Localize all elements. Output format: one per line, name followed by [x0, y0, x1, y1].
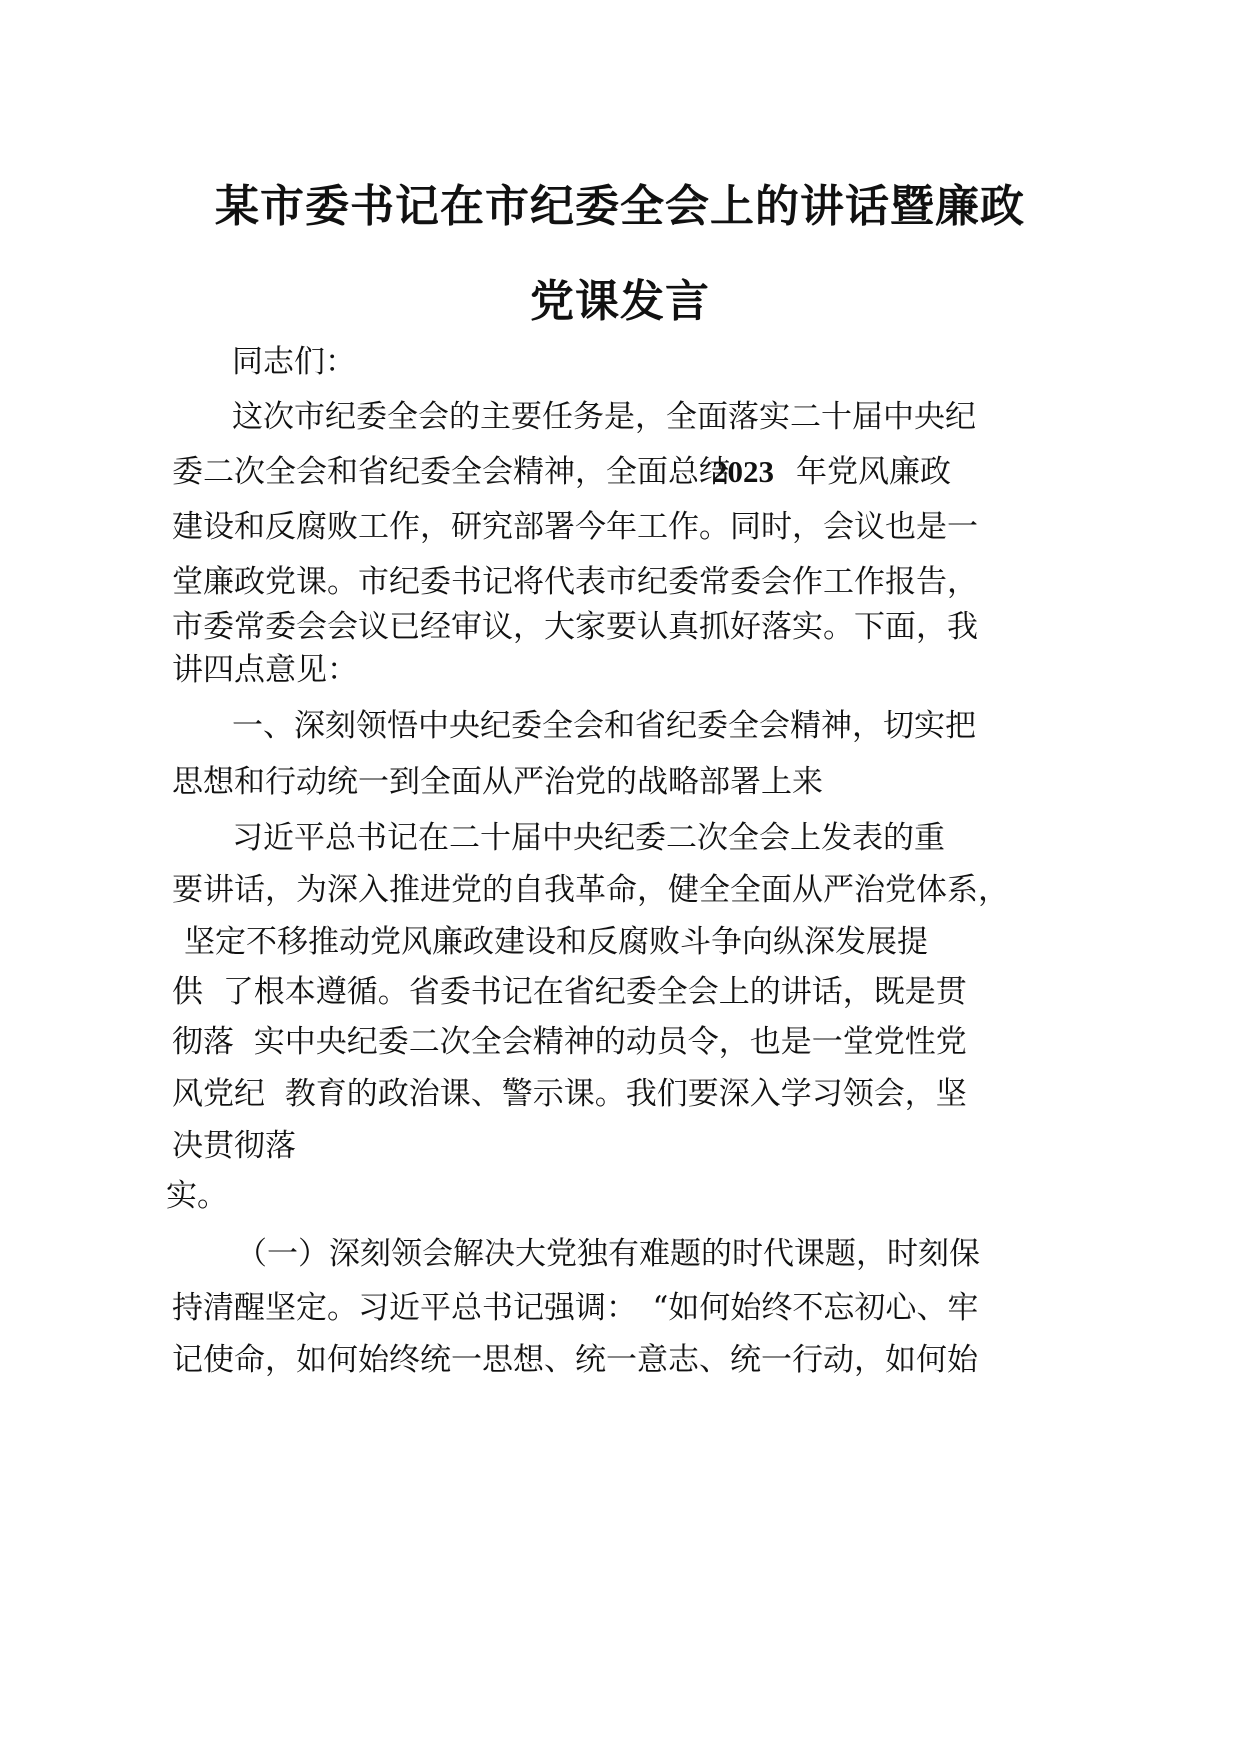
body-line: 建设和反腐败工作，研究部署今年工作。同时，会议也是一: [172, 509, 978, 545]
body-line: 这次市纪委全会的主要任务是，全面落实二十届中央纪: [232, 399, 976, 435]
year-number: 2023: [712, 454, 774, 489]
salutation: 同志们：: [232, 344, 356, 380]
body-line: 委二次全会和省纪委全会精神，全面总结: [172, 454, 730, 490]
section-heading-line: 思想和行动统一到全面从严治党的战略部署上来: [172, 764, 823, 800]
body-line: 坚定不移推动党风廉政建设和反腐败斗争向纵深发展提: [184, 924, 928, 960]
document-title-line-2: 党课发言: [530, 276, 710, 327]
body-line: 市委常委会会议已经审议，大家要认真抓好落实。下面，我: [172, 609, 978, 645]
body-line: 讲四点意见：: [172, 652, 358, 688]
body-line: 堂廉政党课。市纪委书记将代表市纪委常委会作工作报告，: [172, 564, 978, 600]
body-line: 年党风廉政: [796, 454, 951, 490]
body-line: 要讲话，为深入推进党的自我革命，健全全面从严治党体系，: [172, 872, 1009, 908]
body-line: 供 了根本遵循。省委书记在省纪委全会上的讲话，既是贯: [172, 974, 967, 1010]
body-line: 记使命，如何始终统一思想、统一意志、统一行动，如何始: [172, 1342, 978, 1378]
body-line: 决贯彻落: [172, 1128, 296, 1164]
subsection-line: （一）深刻领会解决大党独有难题的时代课题，时刻保: [236, 1236, 980, 1272]
document-title-line-1: 某市委书记在市纪委全会上的讲话暨廉政: [215, 181, 1025, 232]
body-line: 持清醒坚定。习近平总书记强调： “如何始终不忘初心、牢: [172, 1290, 979, 1326]
body-line: 实。: [166, 1178, 228, 1214]
body-line: 彻落 实中央纪委二次全会精神的动员令，也是一堂党性党: [172, 1024, 967, 1060]
body-line: 习近平总书记在二十届中央纪委二次全会上发表的重: [232, 820, 945, 856]
body-line: 风党纪 教育的政治课、警示课。我们要深入学习领会，坚: [172, 1076, 967, 1112]
section-heading-line: 一、深刻领悟中央纪委全会和省纪委全会精神，切实把: [232, 708, 976, 744]
